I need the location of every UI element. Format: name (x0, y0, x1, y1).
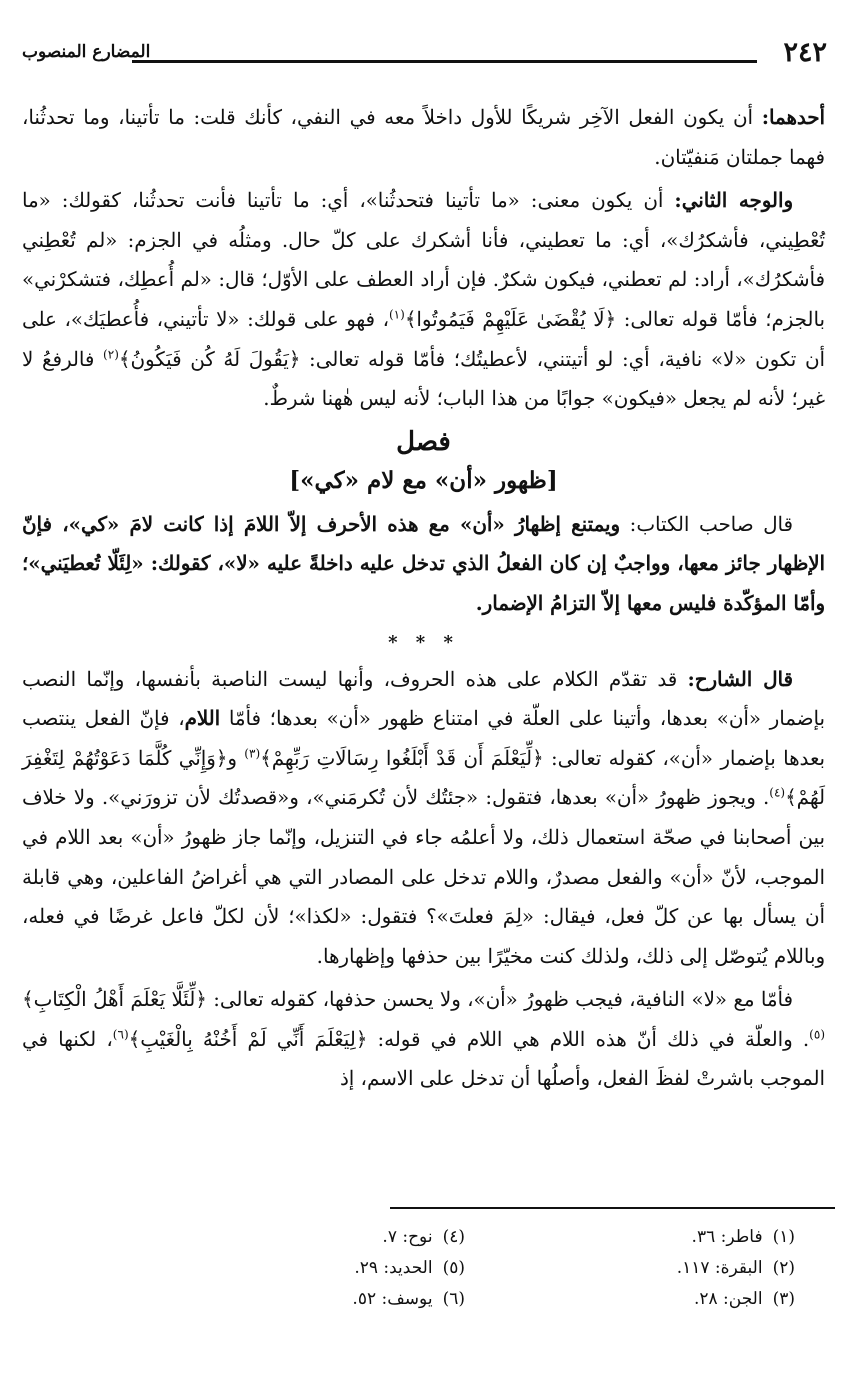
footnote-number: (٥) (442, 1258, 465, 1278)
footnote-ref: (٥) (809, 1027, 825, 1042)
footnote-number: (٤) (442, 1227, 465, 1247)
paragraph-text: و﴿وَإِنِّي كُلَّمَا دَعَوْتُهُمْ لِتَغْفِرَ لَهُمْ﴾ (22, 746, 825, 810)
paragraph-intro: قال صاحب الكتاب: (620, 512, 793, 536)
footnote (565, 1284, 795, 1315)
footnote-reference: فاطر: ٣٦. (691, 1227, 763, 1247)
section-divider-stars: * * * (388, 631, 459, 653)
quoted-rule-text: ويمتنع إظهارُ «أن» مع هذه الأحرف إلاّ اللامَ إذا كانت لامَ «كي»، فإنّ الإظهار جائز معها، وواجبٌ إن كان الفعلُ الذي تدخل عليه داخلةً عليه «لا»، كقولك: «لِئَلّا تُعطيَني»؛ وأمّا المؤكّدة فليس معها إلاّ التزامُ الإضمار. (22, 511, 825, 615)
footnote-reference: البقرة: ١١٧. (676, 1258, 763, 1278)
footnote-number: (٢) (772, 1258, 795, 1278)
footnote (565, 1253, 795, 1284)
paragraph-text: ، فإنّ الفعل ينتصب بعدها بإضمار «أن»، كقوله تعالى: ﴿لِّيَعْلَمَ أَن قَدْ أَبْلَغُوا رِسَالَاتِ رَبِّهِمْ﴾ (22, 707, 825, 770)
section-title: فصل (396, 426, 451, 457)
footnote-ref: (٣) (244, 746, 261, 761)
running-title: المضارع المنصوب (22, 42, 151, 62)
paragraph-negation (22, 980, 825, 1099)
footnote-reference: الحديد: ٢٩. (354, 1258, 433, 1278)
paragraph-text: ، لكنها في الموجب باشرتْ لفظَ الفعل، وأصلُها أن تدخل على الاسم، إذ (22, 1027, 825, 1091)
header-rule (132, 60, 757, 63)
footnote-reference: يوسف: ٥٢. (352, 1289, 433, 1309)
footnote (235, 1284, 465, 1315)
footnote-number: (١) (772, 1227, 795, 1247)
paragraph-lead: قال الشارح: (687, 666, 793, 691)
footnote-number: (٣) (772, 1289, 795, 1309)
footnotes-column-left (235, 1222, 465, 1315)
main-text (22, 98, 825, 1099)
footnote (565, 1222, 795, 1253)
paragraph-text: أن يكون معنى: «ما تأتينا فتحدثُنا»، أي: ما تأتينا فأنت تحدثُنا، كقولك: «ما تُعْطِيني، فأشكرُك»، أي: ما تعطيني، فأنا أشكرك على كلّ حال. ومثلُه في الجزم: «لم تُعْطِني فأشكرُك»، أراد: لم تعطني، فيكون شكرٌ. فإن أراد العطف على الأوّل؛ قال: «لم أُعطِك، فتشكرْني» بالجزم؛ فأمّا قوله تعالى: ﴿لَا يُقْضَىٰ عَلَيْهِمْ فَيَمُوتُوا﴾ (22, 189, 825, 331)
running-header (22, 34, 827, 74)
paragraph-text: فالرفعُ لا غير؛ لأنه لم يجعل «فيكون» جوابًا من هذا الباب؛ لأنه ليس هٰهنا شرطٌ. (22, 347, 825, 411)
footnote-ref: (٢) (103, 346, 119, 361)
page-number: ٢٤٢ (783, 37, 827, 68)
paragraph-text: . ويجوز ظهورُ «أن» بعدها، فتقول: «جئتُك لأن تُكرمَني»، و«قصدتُك لأن تزورَني». ولا خلاف بين أصحابنا في صحّة استعمال ذلك، ولا أعلمُه جاء في التنزيل، وإنّما جاز ظهورُ «أن» بعد اللام في الموجب، لأنّ «أن» والفعل مصدرٌ، واللام تدخل على المصادر التي هي أغراضُ الفاعلين، وهي قابلة أن يسأل بها عن كلّ فعل، فيقال: «لِمَ فعلتَ»؟ فتقول: «لكذا»؛ لأن لكلّ فاعل غرضًا في فعله، وباللام يُتوصّل إلى ذلك، ولذلك كنت مخيّرًا بين حذفها وإظهارها. (22, 786, 825, 968)
paragraph-text: أن يكون الفعل الآخِر شريكًا للأول داخلاً معه في النفي، كأنك قلت: ما تأتينا، وما تحدثُنا، فهما جملتان مَنفيّتان. (22, 106, 825, 169)
footnote-reference: الجن: ٢٨. (693, 1289, 763, 1309)
paragraph-lead: أحدهما: (761, 105, 825, 129)
footnote-ref: (٦) (112, 1027, 129, 1042)
footnote-number: (٦) (442, 1289, 465, 1309)
paragraph-text: ، فهو على قولك: «لا تأتيني، فأُعطيَك»، على أن تكون «لا» نافية، أي: لو أتيتني، لأعطيتُك؛ فأمّا قوله تعالى: ﴿يَقُولَ لَهُ كُن فَيَكُونُ﴾ (22, 307, 825, 371)
section-subtitle: [ظهور «أن» مع لام «كي»] (289, 466, 558, 494)
footnote-ref: (٤) (769, 785, 786, 800)
footnote-ref: (١) (388, 307, 405, 322)
paragraph-lead: والوجه الثاني: (674, 188, 793, 213)
footnote-separator (390, 1207, 835, 1209)
paragraph-text: . والعلّة في ذلك أنّ هذه اللام هي اللام في قوله: ﴿لِيَعْلَمَ أَنِّي لَمْ أَخُنْهُ بِالْغَيْبِ﴾ (128, 1027, 810, 1051)
footnote-reference: نوح: ٧. (382, 1227, 433, 1247)
paragraph-author-text (22, 505, 825, 624)
bold-term: اللام (184, 706, 221, 731)
footnotes-column-right (565, 1222, 795, 1315)
footnote (235, 1222, 465, 1253)
paragraph-text: فأمّا مع «لا» النافية، فيجب ظهورُ «أن»، ولا يحسن حذفها، كقوله تعالى: ﴿لِّئَلَّا يَعْلَمَ أَهْلُ الْكِتَابِ﴾ (22, 988, 793, 1012)
paragraph-second-aspect (22, 181, 825, 419)
footnote (235, 1253, 465, 1284)
paragraph-text: قد تقدّم الكلام على هذه الحروف، وأنها ليست الناصبة بأنفسها، وإنّما النصب بإضمار «أن» بعدها، وأتينا على العلّة في امتناع ظهور «أن» بعدها؛ فأمّا (22, 667, 825, 731)
paragraph-first-aspect (22, 98, 825, 177)
paragraph-commentary (22, 660, 825, 977)
